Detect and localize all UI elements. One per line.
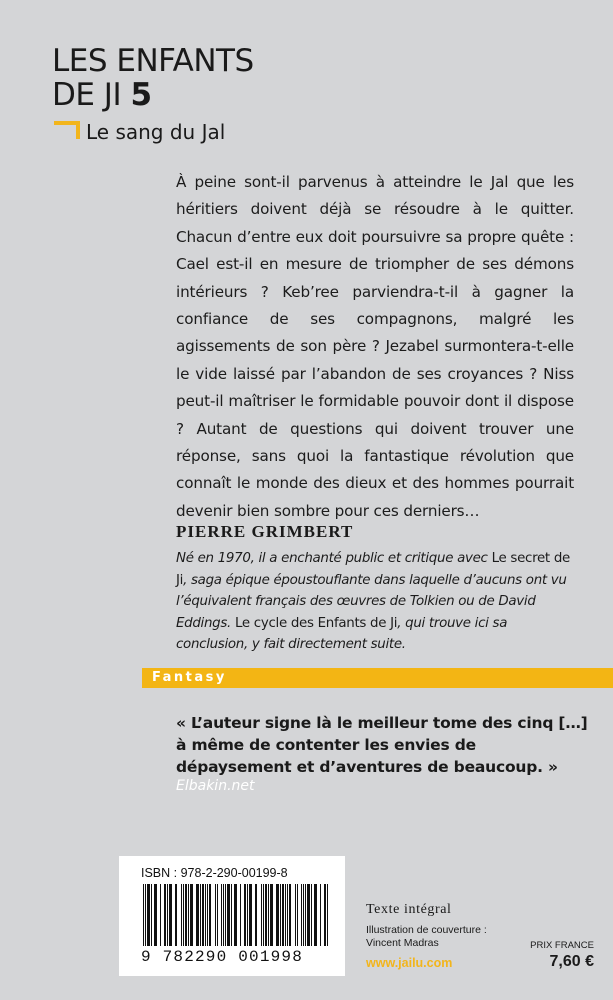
price: 7,60 € bbox=[549, 953, 594, 970]
illustration-credit bbox=[366, 924, 487, 950]
texte-integral: Texte intégral bbox=[366, 902, 452, 917]
author-bio bbox=[176, 548, 582, 656]
book-subtitle: Le sang du Jal bbox=[86, 120, 226, 144]
series-title-line1: LES ENFANTS bbox=[52, 43, 254, 79]
publisher-website: www.jailu.com bbox=[366, 956, 453, 970]
illustrator-name: Vincent Madras bbox=[366, 937, 439, 949]
volume-number: 5 bbox=[130, 77, 152, 113]
price-label: PRIX FRANCE bbox=[530, 940, 594, 951]
author-name: PIERRE GRIMBERT bbox=[176, 522, 354, 541]
series-title-line2 bbox=[52, 78, 254, 112]
press-quote: « L’auteur signe là le meilleur tome des cinq […] à même de contenter les envies de dépaysement et d’aventures de beaucoup. » bbox=[176, 714, 588, 776]
corner-bracket-icon bbox=[54, 121, 80, 139]
illustration-label: Illustration de couverture : bbox=[366, 924, 487, 936]
isbn: ISBN : 978-2-290-00199-8 bbox=[141, 866, 288, 880]
book-title-cycle: Le cycle des Enfants de Ji bbox=[234, 615, 398, 631]
book-title-secret-de-ji: Le secret de Ji bbox=[176, 551, 570, 588]
barcode-digits: 9 782290 001998 bbox=[141, 948, 304, 966]
author-bio-part3: , qui trouve ici sa conclusion, y fait directement suite. bbox=[176, 615, 508, 652]
author-bio-part1: Né en 1970, il a enchanté public et critique avec bbox=[176, 551, 492, 566]
series-title-de-ji: DE JI bbox=[52, 77, 122, 113]
genre-label: Fantasy bbox=[152, 670, 227, 685]
quote-source: Elbakin.net bbox=[176, 778, 255, 794]
author-bio-part2: , saga épique époustouflante dans laquelle d’aucuns ont vu l’équivalent français des œuvres de Tolkien ou de David Eddings. bbox=[176, 572, 567, 631]
blurb-text: À peine sont-il parvenus à atteindre le Jal que les héritiers doivent déjà se résoudre à le quitter. Chacun d’entre eux doit poursuivre sa propre quête : Cael est-il en mesure de triompher de ses démons intérieurs ? Keb’ree parviendra-t-il à gagner la confiance de ses compagnons, malgré les agissements de son père ? Jezabel surmontera-t-elle le vide laissé par l’abandon de ses croyances ? Niss peut-il maîtriser le formidable pouvoir dont il dispose ? Autant de questions qui doivent trouver une réponse, sans quoi la fantastique révolution que connaît le monde des dieux et des hommes pourrait devenir bien sombre pour ces derniers… bbox=[176, 173, 574, 520]
series-title bbox=[52, 44, 254, 112]
barcode bbox=[141, 884, 331, 946]
